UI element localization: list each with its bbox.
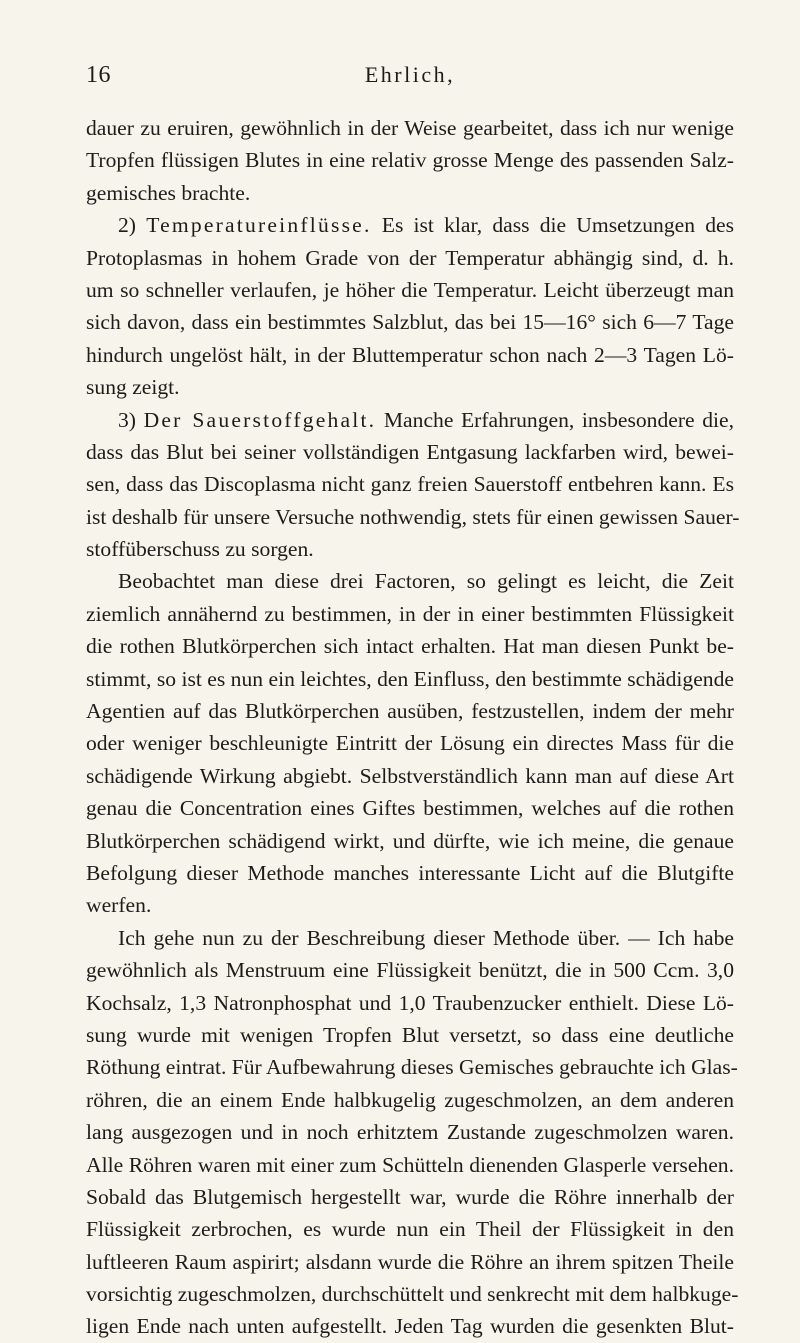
text-line: oder weniger beschleunigte Eintritt der Lösung ein directes Mass für die xyxy=(86,731,734,756)
text-line: ziemlich annähernd zu bestimmen, in der in einer bestimmten Flüssigkeit xyxy=(86,601,734,626)
text-line: sen, dass das Discoplasma nicht ganz freien Sauerstoff entbehren kann. Es xyxy=(86,472,734,497)
text-line: sich davon, dass ein bestimmtes Salzblut, das bei 15—16° sich 6—7 Tage xyxy=(86,310,734,335)
text-line: luftleeren Raum aspirirt; alsdann wurde die Röhre an ihrem spitzen Theile xyxy=(86,1249,734,1274)
text-line: lang ausgezogen und in noch erhitztem Zustande zugeschmolzen waren. xyxy=(86,1120,734,1145)
section-3-line xyxy=(86,404,734,436)
text-line: ligen Ende nach unten aufgestellt. Jeden Tag wurden die gesenkten Blut- xyxy=(86,1314,734,1339)
text-line: Blutkörperchen schädigend wirkt, und dürfte, wie ich meine, die genaue xyxy=(86,828,734,853)
page-number: 16 xyxy=(86,62,111,88)
text-line: Ich gehe nun zu der Beschreibung dieser Methode über. — Ich habe xyxy=(118,925,734,950)
text-line: Befolgung dieser Methode manches interessante Licht auf die Blutgifte xyxy=(86,860,734,885)
running-head: Ehrlich, xyxy=(364,62,456,87)
section-3-intro: Manche Erfahrungen, insbesondere die, xyxy=(383,407,734,432)
text-line: Protoplasmas in hohem Grade von der Temperatur abhängig sind, d. h. xyxy=(86,245,734,270)
text-line: gewöhnlich als Menstruum eine Flüssigkeit benützt, die in 500 Ccm. 3,0 xyxy=(86,958,734,983)
text-line: Alle Röhren waren mit einer zum Schütteln dienenden Glasperle versehen. xyxy=(86,1152,734,1177)
text-line: röhren, die an einem Ende halbkugelig zugeschmolzen, an dem anderen xyxy=(86,1087,734,1112)
text-line: Beobachtet man diese drei Factoren, so gelingt es leicht, die Zeit xyxy=(118,569,734,594)
text-line: schädigende Wirkung abgiebt. Selbstverständlich kann man auf diese Art xyxy=(86,763,734,788)
section-3-heading: Der Sauerstoffgehalt. xyxy=(143,407,377,432)
text-line: ist deshalb für unsere Versuche nothwendig, stets für einen gewissen Sauer- xyxy=(86,504,740,529)
text-line: die rothen Blutkörperchen sich intact erhalten. Hat man diesen Punkt be- xyxy=(86,634,734,659)
text-line: Kochsalz, 1,3 Natronphosphat und 1,0 Traubenzucker enthielt. Diese Lö- xyxy=(86,990,734,1015)
text-line: Flüssigkeit zerbrochen, es wurde nun ein Theil der Flüssigkeit in den xyxy=(86,1217,734,1242)
text-line: hindurch ungelöst hält, in der Bluttemperatur schon nach 2—3 Tagen Lö- xyxy=(86,342,734,367)
page-header xyxy=(86,62,734,102)
text-line: Sobald das Blutgemisch hergestellt war, wurde die Röhre innerhalb der xyxy=(86,1184,734,1209)
text-line: werfen. xyxy=(86,893,152,918)
text-line: Tropfen flüssigen Blutes in eine relativ grosse Menge des passenden Salz- xyxy=(86,148,734,173)
section-3-number: 3) xyxy=(118,407,136,432)
text-line: um so schneller verlaufen, je höher die Temperatur. Leicht überzeugt man xyxy=(86,277,735,302)
text-line: sung wurde mit wenigen Tropfen Blut versetzt, so dass eine deutliche xyxy=(86,1022,734,1047)
section-2-number: 2) xyxy=(118,213,136,238)
text-line: dass das Blut bei seiner vollständigen Entgasung lackfarben wird, bewei- xyxy=(86,439,734,464)
section-2-intro: Es ist klar, dass die Umsetzungen des xyxy=(381,213,734,238)
text-line: vorsichtig zugeschmolzen, durchschüttelt und senkrecht mit dem halbkuge- xyxy=(86,1282,739,1307)
text-line: Röthung eintrat. Für Aufbewahrung dieses Gemisches gebrauchte ich Glas- xyxy=(86,1055,738,1080)
body-text xyxy=(86,112,740,1343)
text-line: Agentien auf das Blutkörperchen ausüben, festzustellen, indem der mehr xyxy=(86,699,734,724)
section-2-line xyxy=(86,209,734,241)
text-line: genau die Concentration eines Giftes bestimmen, welches auf die rothen xyxy=(86,796,734,821)
text-line: stimmt, so ist es nun ein leichtes, den Einfluss, den bestimmte schädigende xyxy=(86,666,734,691)
section-2-heading: Temperatureinflüsse. xyxy=(146,213,372,238)
text-line: stoffüberschuss zu sorgen. xyxy=(86,537,314,562)
text-line: gemisches brachte. xyxy=(86,180,251,205)
text-line: dauer zu eruiren, gewöhnlich in der Weise gearbeitet, dass ich nur wenige xyxy=(86,116,734,140)
text-line: sung zeigt. xyxy=(86,375,180,400)
